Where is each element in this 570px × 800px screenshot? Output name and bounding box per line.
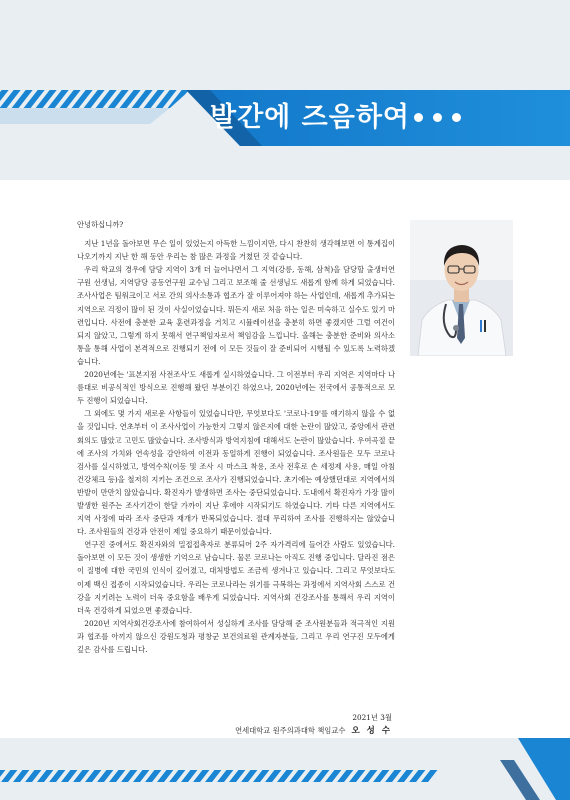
letter-paragraph: 그 외에도 몇 가지 새로운 사항들이 있었습니다만, 무엇보다도 '코로나-19'를 얘기하지 않을 수 없을 것입니다. 연초부터 이 조사사업이 가능한지 그렇지 않은지에 대한 논란이 많았고, 중앙에서 관련 회의도 많았고 고민도 많았습니다. 조사방식과 방역지침에 대해서도 논란이 많았습니다. 우여곡절 끝에 조사의 가치와 연속성을 감안하여 이전과 동일하게 진행이 되었습니다. 조사원들은 모두 코로나 검사를 실시하였고, 방역수칙(이동 및 조사 시 마스크 착용, 조사 전후로 손 세정제 사용, 매일 아침 건강체크 등)을 철저히 지키는 조건으로 조사가 진행되었습니다. 초기에는 예상했던대로 지역에서의 반발이 만만치 않았습니다. 확진자가 발생하면 조사는 중단되었습니다. 도내에서 확진자가 가장 많이 발생한 원주는 조사기간이 한달 가까이 지난 후에야 시작되기도 하였습니다. 기타 다른 지역에서도 지역 사정에 따라 조사 중단과 재개가 반복되었습니다. 절대 무리하여 조사를 진행하지는 않았습니다. 조사원들의 건강과 안전이 제일 중요하기 때문이었습니다. bbox=[77, 409, 395, 537]
author-photo bbox=[410, 220, 513, 356]
dot-icon bbox=[452, 113, 461, 122]
signature-line bbox=[235, 724, 392, 738]
doctor-portrait-icon bbox=[410, 220, 513, 356]
letter-paragraph: 지난 1년을 돌아보면 무슨 일이 있었는지 아득한 느낌이지만, 다시 찬찬히 생각해보면 이 통계집이 나오기까지 지난 한 해 동안 우리는 참 많은 과정을 거쳤던 것 같습니다. bbox=[77, 239, 395, 262]
signature-date: 2021년 3월 bbox=[352, 713, 392, 722]
dot-icon bbox=[433, 113, 442, 122]
letter-paragraph: 우리 학교의 경우에 담당 지역이 3개 더 늘어나면서 그 지역(강릉, 동해, 삼척)을 담당할 출생터연구원 선생님, 지역담당 공동연구원 교수님 그리고 보조해 줄 선생님도 새롭게 함께 하게 되었습니다. 조사사업은 팀워크이고 서로 간의 의사소통과 협조가 잘 이루어져야 하는 사업인데, 새롭게 추가되는 지역으로 걱정이 많이 된 것이 사실이었습니다. 뭐든지 새로 처음 하는 일은 미숙하고 실수도 있기 마련입니다. 사전에 충분한 교육 훈련과정을 거치고 시뮬레이션을 충분히 하면 좋겠지만 그럴 여건이 되지 않았고, 그렇게 하지 못해서 연구책임자로서 책임감을 느낍니다. 올해는 충분한 준비와 의사소통을 통해 사업이 본격적으로 진행되기 전에 이 모든 것들이 잘 준비되어 시행될 수 있도록 노력하겠습니다. bbox=[77, 265, 395, 366]
greeting: 안녕하십니까? bbox=[77, 220, 124, 229]
author-affiliation: 연세대학교 원주의과대학 책임교수 bbox=[235, 726, 346, 735]
letter-paragraph: 연구진 중에서도 확진자와의 밀접접촉자로 분류되어 2주 자가격리에 들어간 사람도 있었습니다. 돌아보면 이 모든 것이 생생한 기억으로 남습니다. 물론 코로나는 아직도 진행 중입니다. 달라진 점은 이 질병에 대한 국민의 인식이 깊어졌고, 대처방법도 조금씩 생겨나고 있습니다. 그리고 무엇보다도 이제 백신 접종이 시작되었습니다. 우리는 코로나라는 위기를 극복하는 과정에서 지역사회 스스로 건강을 지키려는 노력이 더욱 중요함을 배우게 되었습니다. 지역사회 건강조사를 통해서 우리 지역이 더욱 건강하게 되었으면 좋겠습니다. bbox=[77, 540, 395, 615]
letter-paragraph: 2020년에는 '표본지점 사전조사'도 새롭게 실시하였습니다. 그 이전부터 우리 지역은 지역마다 나름대로 비공식적인 방식으로 진행해 왔던 부분이긴 하였으나, 2020년에는 전국에서 공통적으로 모두 진행이 되었습니다. bbox=[77, 370, 395, 406]
author-name: 오 성 수 bbox=[351, 726, 392, 736]
signature-block bbox=[235, 711, 392, 738]
letter-paragraph: 2020년 지역사회건강조사에 참여하여서 성실하게 조사를 담당해 준 조사원분들과 적극적인 지원과 협조를 아끼지 않으신 강원도청과 평창군 보건의료원 관계자분들, 그리고 우리 연구진 모두에게 깊은 감사를 드립니다. bbox=[77, 618, 395, 654]
dot-icon bbox=[414, 113, 423, 122]
page-title: 발간에 즈음하여 bbox=[210, 102, 410, 133]
letter-body bbox=[77, 218, 395, 656]
